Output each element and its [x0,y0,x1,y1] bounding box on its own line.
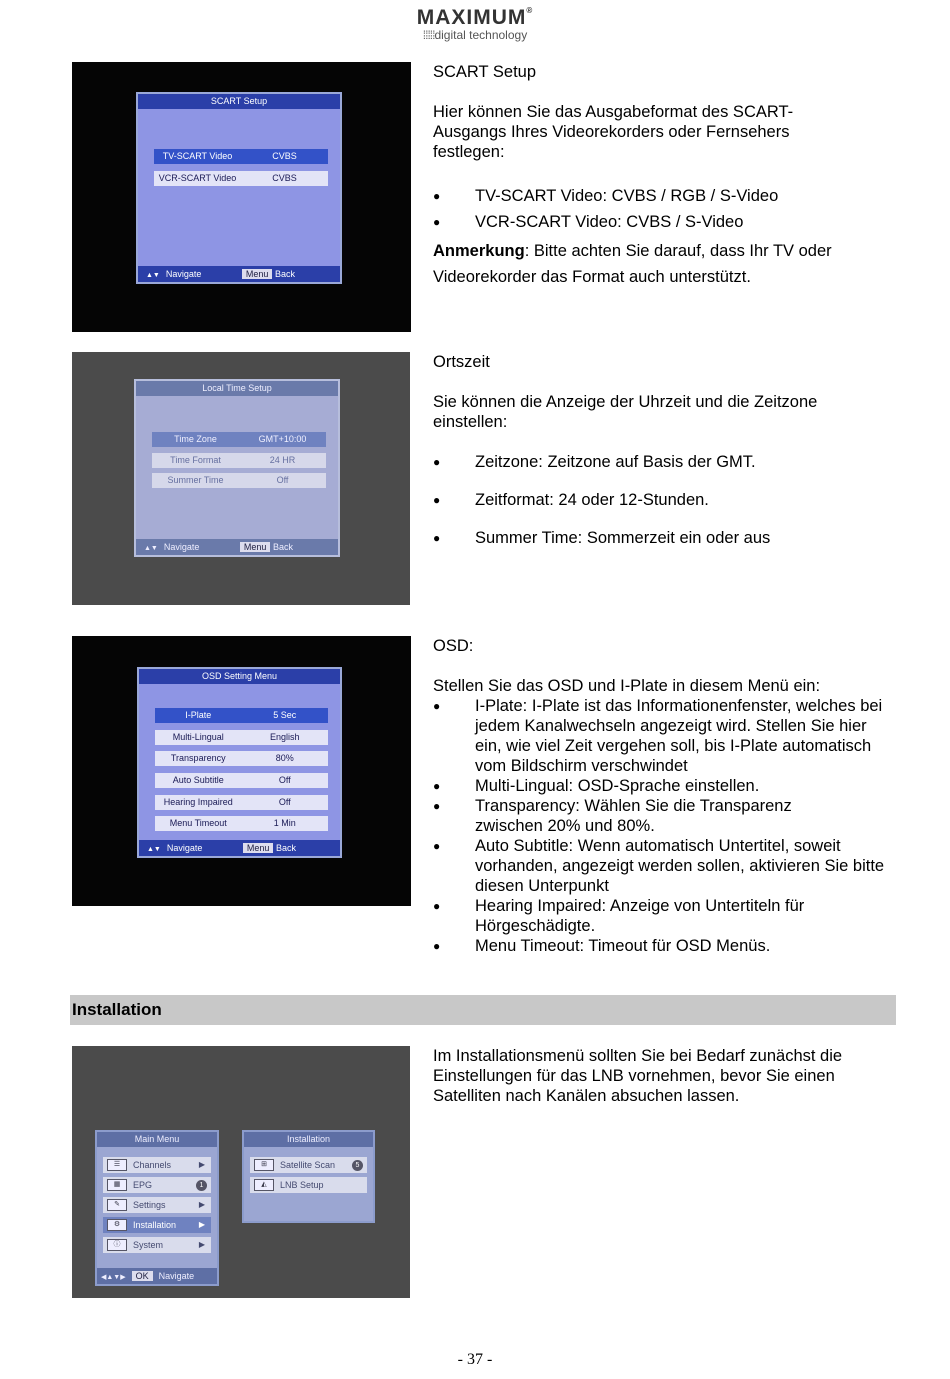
row-value: 80% [275,753,294,763]
scart-screenshot [72,62,411,332]
footer-navigate: Navigate [163,542,200,552]
menu-title: SCART Setup [138,94,340,109]
row-label: VCR-SCART Video [158,173,237,183]
bullet-text: Summer Time: Sommerzeit ein oder aus [475,529,771,547]
gears-icon: ⚙ [107,1219,127,1231]
bullet-text: Menu Timeout: Timeout für OSD Menüs. [475,937,771,955]
bullet-text: Auto Subtitle: Wenn automatisch Untertitel, soweit vorhanden, angezeigt werden sollen, aktivieren Sie bitte diesen Unterpunkt [475,837,885,895]
scan-badge: 5 [352,1160,363,1171]
note-label: Anmerkung [433,242,525,260]
row-label: Time Format [170,455,221,465]
install-item-satellite-scan[interactable] [250,1157,367,1173]
navigate-arrows-icon: ▲▼ [147,846,161,853]
logo-dots: ⁞⁞⁞⁞⁞ [422,28,435,42]
menu-row-multi-lingual[interactable] [155,730,328,745]
logo-brand: MAXIMUM [416,6,527,29]
item-label: LNB Setup [280,1180,324,1190]
wrench-icon: ✎ [107,1199,127,1211]
menu-row-vcr-scart[interactable] [154,171,328,186]
row-value: Off [278,797,291,807]
row-value: CVBS [272,173,297,183]
bullet-icon: ● [433,939,441,953]
section-title: Installation [72,1000,162,1019]
bullet-icon: ● [433,779,441,793]
footer-navigate: Navigate [158,1271,195,1281]
menu-row-time-zone[interactable] [152,432,326,447]
time-heading: Ortszeit [433,353,490,371]
menu-title: Installation [244,1132,373,1147]
menu-title: Main Menu [97,1132,217,1147]
row-value: GMT+10:00 [258,434,307,444]
bullet-icon: ● [433,493,441,507]
logo-registered-mark: ® [526,6,534,15]
maximum-logo [395,6,555,42]
satellite-scan-icon: ⊞ [254,1159,274,1171]
logo-tagline: digital technology [434,28,528,42]
local-time-screenshot [72,352,410,605]
item-label: Installation [133,1220,177,1230]
menu-row-auto-subtitle[interactable] [155,773,328,788]
installation-screenshot [72,1046,410,1298]
scart-heading: SCART Setup [433,63,537,81]
menu-title: OSD Setting Menu [139,669,340,684]
menu-row-summer-time[interactable] [152,473,326,488]
scart-note [433,238,873,290]
menu-row-menu-timeout[interactable] [155,816,328,831]
local-time-setup-menu [134,379,340,557]
footer-menu-key: Menu [243,843,274,853]
menu-row-tv-scart[interactable] [154,149,328,164]
row-label: Hearing Impaired [163,797,233,807]
footer-navigate: Navigate [166,843,203,853]
bullet-icon: ● [433,899,441,913]
menu-body [136,396,338,539]
menu-row-i-plate[interactable] [155,708,328,723]
bullet-text: Zeitzone: Zeitzone auf Basis der GMT. [475,453,756,471]
chevron-right-icon: ▶ [198,1160,205,1169]
chevron-right-icon: ▶ [198,1220,205,1229]
bullet-text: Hearing Impaired: Anzeige von Untertiteln für Hörgeschädigte. [475,897,805,935]
row-label: Auto Subtitle [172,775,224,785]
item-label: Settings [133,1200,166,1210]
menu-body [244,1147,373,1221]
navigate-arrows-icon: ◀▲▼▶ [101,1274,126,1281]
row-value: English [269,732,300,742]
menu-footer [136,539,338,555]
footer-back: Back [274,269,295,279]
footer-back: Back [272,542,293,552]
bullet-icon: ● [433,189,441,203]
row-value: Off [278,775,291,785]
main-menu-item-epg[interactable] [103,1177,211,1193]
menu-footer [97,1268,217,1284]
footer-menu-key: Menu [242,269,273,279]
main-menu-item-system[interactable] [103,1237,211,1253]
item-label: EPG [133,1180,153,1190]
row-value: Off [276,475,289,485]
chevron-right-icon: ▶ [198,1200,205,1209]
row-label: I-Plate [185,710,212,720]
menu-footer [138,266,340,282]
menu-body [97,1147,217,1268]
epg-badge: 1 [196,1180,207,1191]
osd-screenshot [72,636,411,906]
footer-navigate: Navigate [165,269,202,279]
osd-setting-menu [137,667,342,858]
main-menu-item-channels[interactable] [103,1157,211,1173]
menu-body [138,109,340,266]
item-label: Satellite Scan [280,1160,336,1170]
bullet-text: Multi-Lingual: OSD-Sprache einstellen. [475,777,760,795]
row-label: Multi-Lingual [172,732,224,742]
bullet-icon: ● [433,531,441,545]
osd-heading: OSD: [433,637,474,655]
install-item-lnb-setup[interactable] [250,1177,367,1193]
footer-ok-key: OK [132,1271,153,1281]
row-value: 1 Min [273,818,296,828]
bullet-text: Transparency: Wählen Sie die Transparenz zwischen 20% und 80%. [475,797,792,835]
main-menu-item-settings[interactable] [103,1197,211,1213]
menu-row-transparency[interactable] [155,751,328,766]
row-label: Menu Timeout [169,818,227,828]
bullet-icon: ● [433,215,441,229]
bullet-icon: ● [433,699,441,713]
page-number: - 37 - [457,1351,493,1368]
bullet-text: TV-SCART Video: CVBS / RGB / S-Video [475,187,779,205]
lnb-dish-icon: ◭ [254,1179,274,1191]
epg-icon: ▦ [107,1179,127,1191]
item-label: Channels [133,1160,172,1170]
menu-row-hearing-impaired[interactable] [155,795,328,810]
main-menu [95,1130,219,1286]
row-label: Time Zone [174,434,217,444]
scart-intro: Hier können Sie das Ausgabeformat des SCART-Ausgangs Ihres Videorekorders oder Fernsehers festlegen: [433,103,794,161]
navigate-arrows-icon: ▲▼ [146,272,160,279]
installation-section-header [70,995,896,1025]
row-label: TV-SCART Video [162,151,233,161]
osd-intro: Stellen Sie das OSD und I-Plate in diesem Menü ein: [433,677,821,695]
row-value: 24 HR [269,455,296,465]
note-text: : Bitte achten Sie darauf, dass Ihr TV oder Videorekorder das Format auch unterstützt. [433,242,832,286]
bullet-icon: ● [433,799,441,813]
footer-menu-key: Menu [240,542,271,552]
installation-text: Im Installationsmenü sollten Sie bei Bedarf zunächst die Einstellungen für das LNB vornehmen, bevor Sie einen Satelliten nach Kanälen absuchen lassen. [433,1047,843,1105]
menu-title: Local Time Setup [136,381,338,396]
row-label: Transparency [170,753,226,763]
time-intro: Sie können die Anzeige der Uhrzeit und die Zeitzone einstellen: [433,393,818,431]
bullet-text: I-Plate: I-Plate ist das Informationenfenster, welches bei jedem Kanalwechseln angezeigt wird. Stellen Sie hier ein, wie viel Zeit vergehen soll, bis I-Plate automatisch vom Bildschirm verschwindet [475,697,883,775]
footer-back: Back [275,843,296,853]
bullet-icon: ● [433,839,441,853]
scart-setup-menu [136,92,342,284]
row-label: Summer Time [167,475,224,485]
main-menu-item-installation[interactable] [103,1217,211,1233]
item-label: System [133,1240,164,1250]
menu-footer [139,840,340,856]
menu-row-time-format[interactable] [152,453,326,468]
bullet-icon: ● [433,455,441,469]
info-icon: ⓘ [107,1239,127,1251]
bullet-text: Zeitformat: 24 oder 12-Stunden. [475,491,709,509]
menu-body [139,684,340,840]
bullet-text: VCR-SCART Video: CVBS / S-Video [475,213,744,231]
row-value: 5 Sec [273,710,297,720]
chevron-right-icon: ▶ [198,1240,205,1249]
installation-submenu [242,1130,375,1223]
navigate-arrows-icon: ▲▼ [144,545,158,552]
channels-icon: ☰ [107,1159,127,1171]
row-value: CVBS [272,151,297,161]
